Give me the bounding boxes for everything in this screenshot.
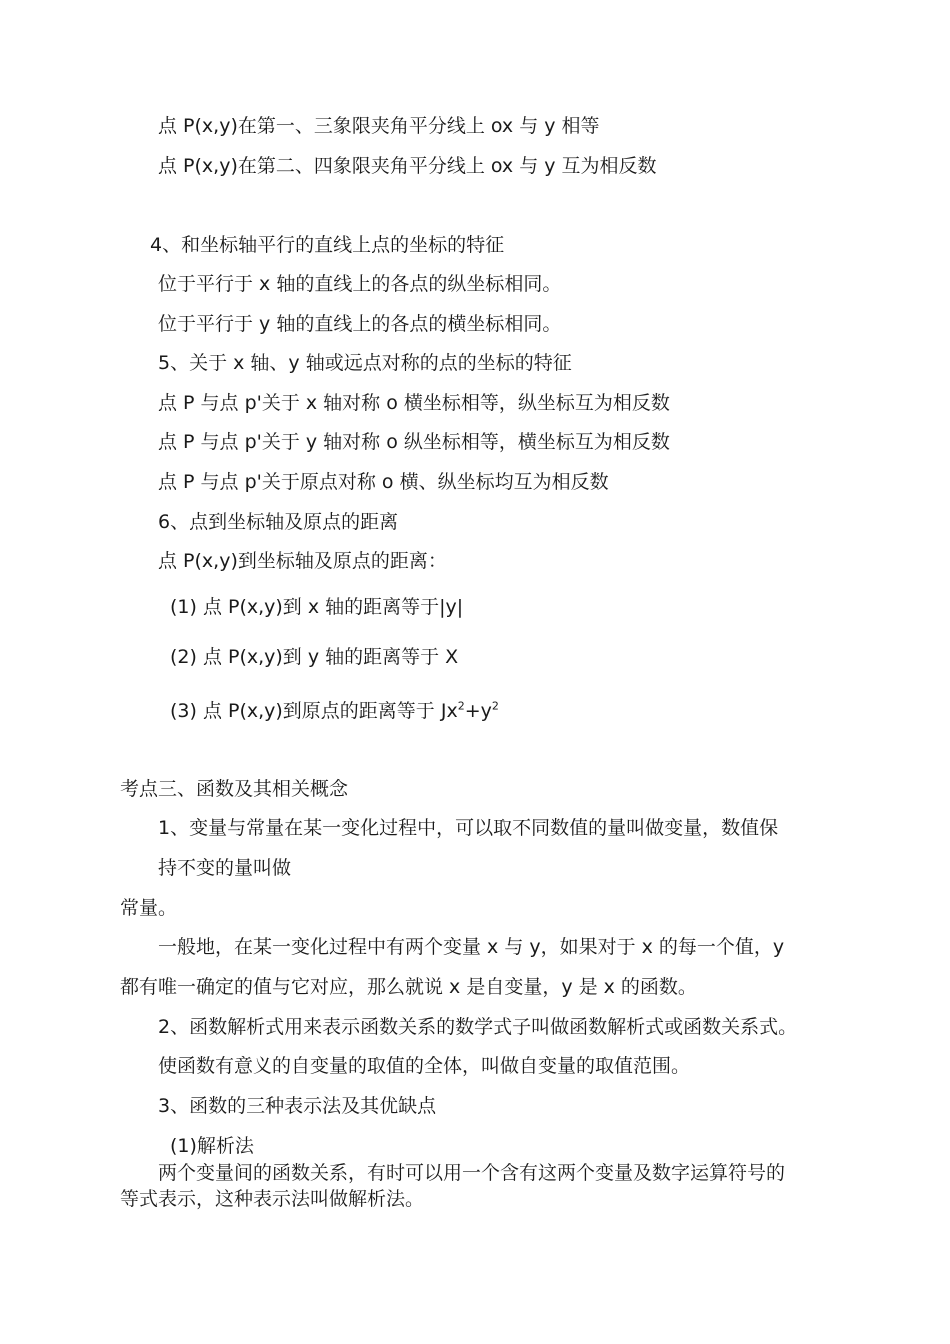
text-line-1: 点 P(x,y)在第一、三象限夹角平分线上 ox 与 y 相等 <box>158 115 600 137</box>
text-line-21: 2、函数解析式用来表示函数关系的数学式子叫做函数解析式或函数关系式。 <box>158 1016 798 1038</box>
formula-mid: +y <box>464 700 492 722</box>
list-item-2: (2) 点 P(x,y)到 y 轴的距离等于 X <box>170 646 459 668</box>
text-line-26: 等式表示，这种表示法叫做解析法。 <box>120 1188 425 1210</box>
text-line-22: 使函数有意义的自变量的取值的全体，叫做自变量的取值范围。 <box>158 1055 691 1077</box>
text-line-8: 点 P 与点 p'关于 y 轴对称 o 纵坐标相等，横坐标互为相反数 <box>158 431 670 453</box>
section-heading-5: 5、关于 x 轴、y 轴或远点对称的点的坐标的特征 <box>158 352 572 374</box>
text-line-11: 点 P(x,y)到坐标轴及原点的距离： <box>158 550 447 572</box>
text-line-18: 常量。 <box>120 897 178 919</box>
text-line-19: 一般地，在某一变化过程中有两个变量 x 与 y，如果对于 x 的每一个值，y <box>158 936 785 958</box>
text-line-2: 点 P(x,y)在第二、四象限夹角平分线上 ox 与 y 互为相反数 <box>158 155 657 177</box>
text-line-5: 位于平行于 y 轴的直线上的各点的横坐标相同。 <box>158 313 562 335</box>
list-item-3-text: (3) 点 P(x,y)到原点的距离等于 Jx <box>170 700 458 722</box>
exponent-1: 2 <box>457 699 465 713</box>
text-line-25: 两个变量间的函数关系，有时可以用一个含有这两个变量及数字运算符号的 <box>158 1162 786 1184</box>
list-item-3 <box>170 699 499 723</box>
text-line-16: 1、变量与常量在某一变化过程中，可以取不同数值的量叫做变量，数值保 <box>158 817 779 839</box>
text-line-20: 都有唯一确定的值与它对应，那么就说 x 是自变量，y 是 x 的函数。 <box>120 976 697 998</box>
text-line-9: 点 P 与点 p'关于原点对称 o 横、纵坐标均互为相反数 <box>158 471 609 493</box>
section-heading-4: 4、和坐标轴平行的直线上点的坐标的特征 <box>150 234 505 256</box>
text-line-17: 持不变的量叫做 <box>158 857 292 879</box>
text-line-24: (1)解析法 <box>170 1135 254 1157</box>
list-item-1: (1) 点 P(x,y)到 x 轴的距离等于|y| <box>170 596 464 618</box>
text-line-4: 位于平行于 x 轴的直线上的各点的纵坐标相同。 <box>158 273 562 295</box>
section-title-kaodian-3: 考点三、函数及其相关概念 <box>120 778 349 800</box>
text-line-23: 3、函数的三种表示法及其优缺点 <box>158 1095 437 1117</box>
section-heading-6: 6、点到坐标轴及原点的距离 <box>158 511 399 533</box>
exponent-2: 2 <box>491 699 499 713</box>
text-line-7: 点 P 与点 p'关于 x 轴对称 o 横坐标相等，纵坐标互为相反数 <box>158 392 670 414</box>
